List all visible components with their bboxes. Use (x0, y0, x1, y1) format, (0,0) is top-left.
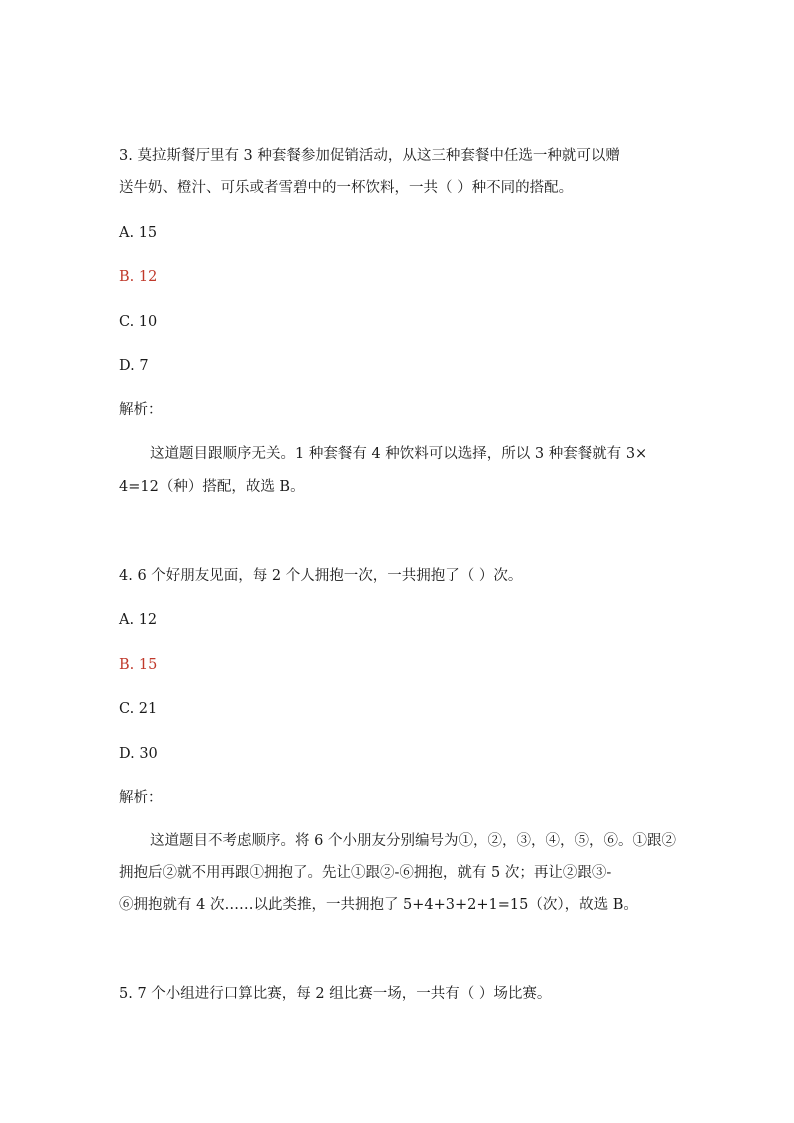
question-5-stem-line-1: 5. 7 个小组进行口算比赛，每 2 组比赛一场，一共有（ ）场比赛。 (119, 986, 552, 1002)
question-4-option-b: B. 15 (119, 657, 158, 673)
question-3-option-b: B. 12 (119, 269, 158, 285)
question-4-analysis-label: 解析： (119, 790, 163, 806)
question-4-option-c: C. 21 (119, 701, 158, 717)
question-4-option-a: A. 12 (119, 612, 158, 628)
question-3-analysis-line-2: 4=12（种）搭配，故选 B。 (119, 479, 305, 495)
question-4-analysis-line-3: ⑥拥抱就有 4 次……以此类推，一共拥抱了 5+4+3+2+1=15（次），故选 B。 (119, 897, 638, 913)
question-4-stem-line-1: 4. 6 个好朋友见面，每 2 个人拥抱一次，一共拥抱了（ ）次。 (119, 568, 523, 584)
question-4-analysis-line-2: 拥抱后②就不用再跟①拥抱了。先让①跟②-⑥拥抱，就有 5 次；再让②跟③- (119, 865, 612, 881)
question-3-analysis-line-1: 这道题目跟顺序无关。1 种套餐有 4 种饮料可以选择，所以 3 种套餐就有 3× (150, 446, 648, 462)
question-3-option-d: D. 7 (119, 358, 149, 374)
question-4-option-d: D. 30 (119, 746, 158, 762)
question-3-option-a: A. 15 (119, 225, 158, 241)
question-3-stem-line-1: 3. 莫拉斯餐厅里有 3 种套餐参加促销活动，从这三种套餐中任选一种就可以赠 (119, 148, 620, 164)
question-3-option-c: C. 10 (119, 314, 158, 330)
question-3-analysis-label: 解析： (119, 402, 163, 418)
question-4-analysis-line-1: 这道题目不考虑顺序。将 6 个小朋友分别编号为①，②，③，④，⑤，⑥。①跟② (150, 833, 676, 849)
question-3-stem-line-2: 送牛奶、橙汁、可乐或者雪碧中的一杯饮料，一共（ ）种不同的搭配。 (119, 180, 574, 196)
